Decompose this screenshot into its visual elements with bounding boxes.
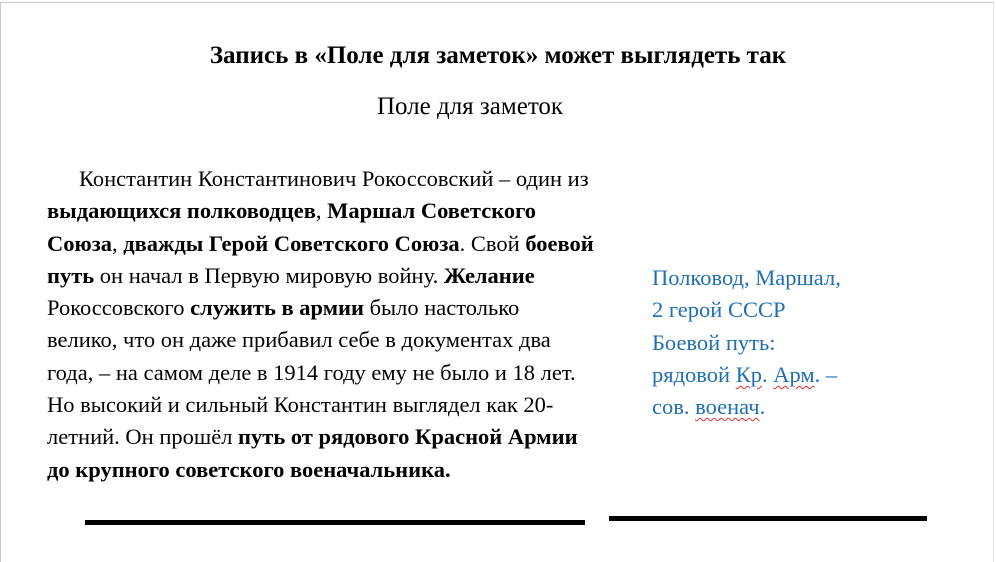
note-word: . [759, 394, 766, 420]
text-segment-bold: выдающихся полководцев [47, 198, 316, 224]
notes-field-title: Поле для заметок [376, 93, 564, 120]
text-segment: , [111, 230, 124, 256]
text-segment-bold: боевой путь [47, 230, 594, 288]
text-segment-bold: Желание [443, 262, 535, 288]
note-line [652, 359, 932, 391]
spellcheck-word: Кр [735, 361, 762, 387]
notes-column [652, 262, 932, 423]
main-text-column [47, 163, 595, 486]
page-heading: Запись в «Поле для заметок» может выглядеть так [209, 42, 787, 69]
note-line: Полковод, Маршал, [652, 265, 841, 290]
text-segment: Рокоссовского [47, 295, 191, 321]
note-word: . [761, 361, 774, 387]
text-segment: . Свой [459, 230, 526, 256]
note-word: рядовой [652, 361, 736, 387]
text-segment: , [315, 198, 328, 224]
writing-line-right [609, 516, 927, 521]
spellcheck-word: военач [695, 394, 760, 420]
text-segment: Константин Константинович Рокоссовский – один из [79, 166, 589, 191]
text-segment-bold: служить в армии [190, 295, 364, 321]
note-line [652, 391, 932, 423]
text-segment-bold: Маршал Советского Союза [47, 198, 537, 256]
writing-line-left [85, 520, 585, 525]
note-word: сов. [652, 394, 696, 420]
text-segment-bold: дважды Герой Советского Союза [123, 230, 460, 256]
text-segment: было настолько велико, что он даже прибавил себе в документах два года, – на самом деле в 1914 году ему не было и 18 лет. Но высокий и сильный Константин выглядел как 20-летний. Он прошёл [47, 295, 576, 450]
spellcheck-word: Арм [773, 361, 815, 387]
note-line: Боевой путь: [652, 329, 776, 355]
text-segment-bold: путь от рядового Красной Армии до крупного советского военачальника. [47, 424, 578, 482]
text-segment: он начал в Первую мировую войну. [94, 262, 444, 288]
note-word: . – [814, 361, 838, 387]
note-line: 2 герой СССР [652, 297, 786, 323]
